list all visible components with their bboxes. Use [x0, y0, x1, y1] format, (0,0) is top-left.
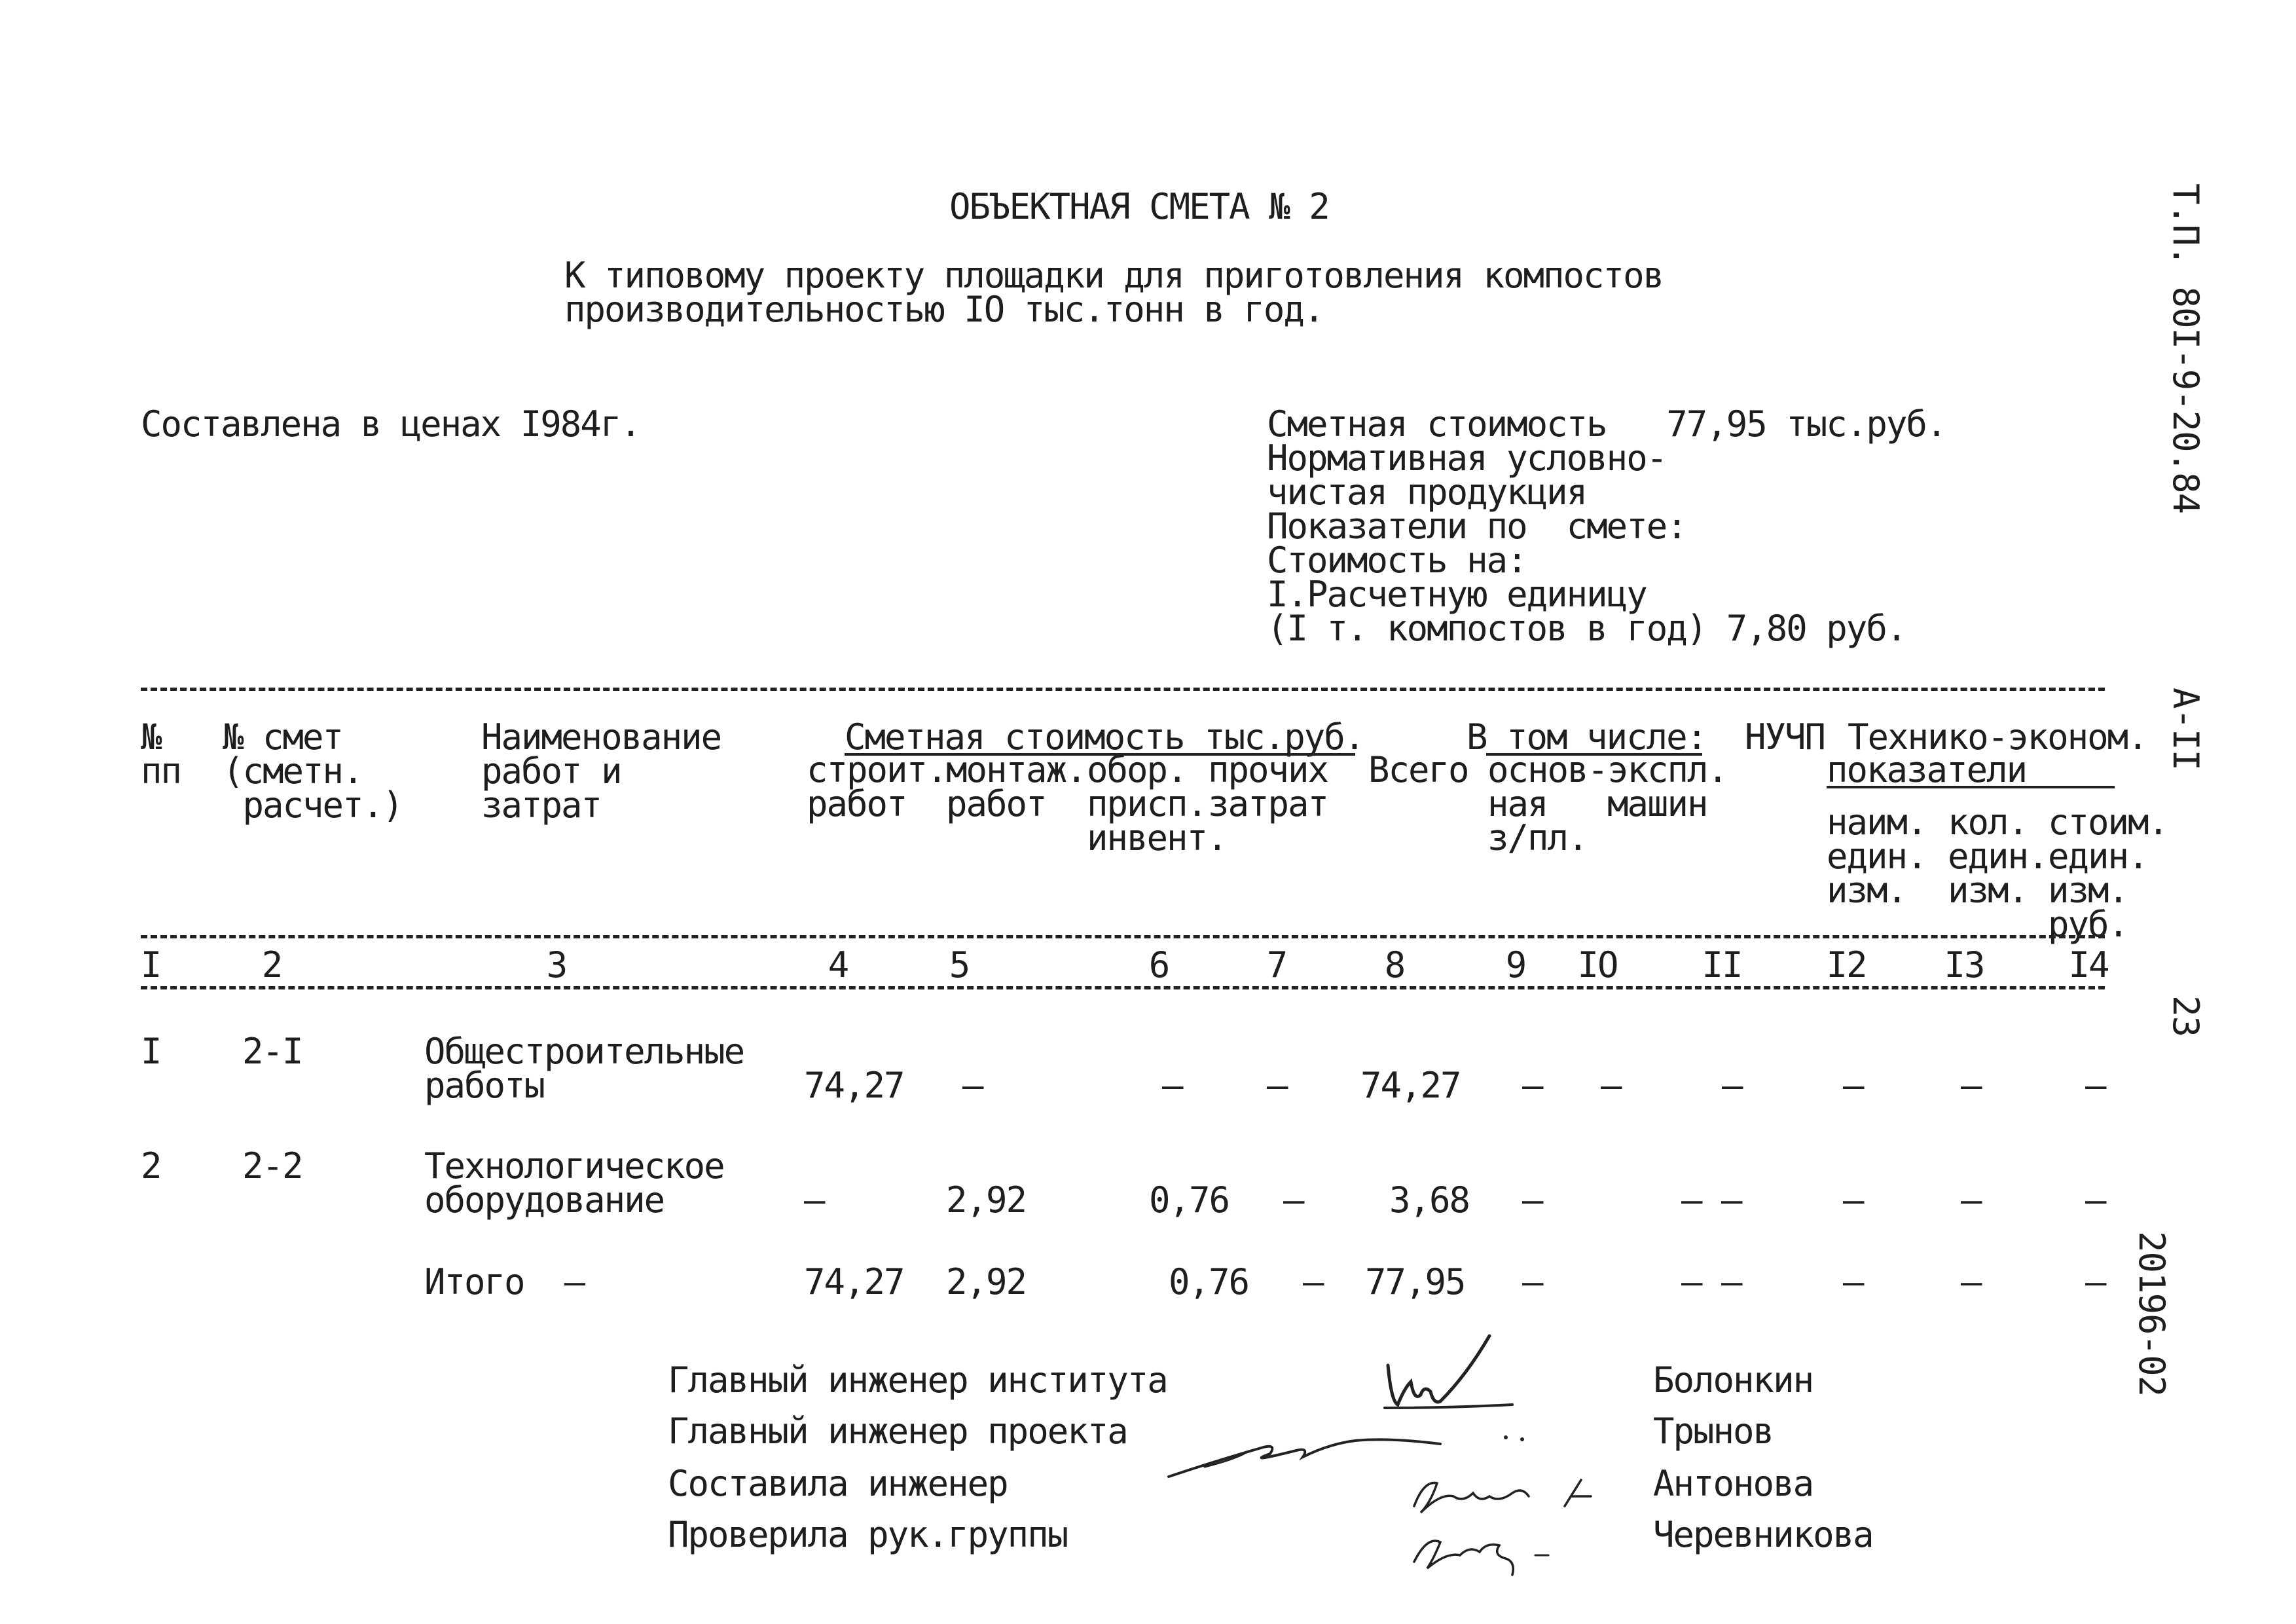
total-c7: – [1303, 1261, 1323, 1302]
colnum-11: II [1702, 944, 1742, 986]
header-incl-group: В том числе: [1467, 716, 1707, 758]
colnum-13: I3 [1944, 944, 1984, 986]
row1-c5: – [962, 1065, 983, 1106]
row1-c11: – [1722, 1065, 1742, 1106]
header-col13: кол. един. изм. [1948, 802, 2048, 911]
summary-estimated-cost: Сметная стоимость 77,95 тыс.руб. [1267, 403, 1946, 445]
header-col8: Всего [1368, 749, 1468, 790]
header-col9: основ- ная з/пл. [1487, 749, 1608, 858]
row2-c4: – [804, 1179, 824, 1221]
header-cost-group: Сметная стоимость тыс.руб. [845, 716, 1364, 758]
row1-c14: – [2085, 1065, 2105, 1106]
total-c12: – [1843, 1261, 1863, 1302]
handwritten-signature-4 [1408, 1516, 1578, 1581]
total-c8: 77,95 [1365, 1261, 1465, 1302]
signature-name-2: Трынов [1653, 1411, 1774, 1452]
total-c13: – [1961, 1261, 1981, 1302]
header-col14: стоим. един. изм. руб. [2048, 802, 2168, 945]
header-col6: обор. присп. инвент. [1087, 749, 1227, 858]
colnum-3: 3 [546, 944, 567, 986]
row1-name: Общестроительные работы [424, 1031, 744, 1106]
column-numbers-top-rule [141, 935, 2105, 938]
row1-c9: – [1522, 1065, 1542, 1106]
colnum-5: 5 [949, 944, 970, 986]
row2-c12: – [1843, 1179, 1863, 1221]
header-col7: прочих затрат [1208, 749, 1328, 824]
prices-note: Составлена в ценах I984г. [141, 403, 640, 445]
colnum-2: 2 [261, 944, 282, 986]
document-title: ОБЪЕКТНАЯ СМЕТА № 2 [949, 186, 1329, 227]
summary-unit-cost: (I т. компостов в год) 7,80 руб. [1267, 608, 1906, 649]
header-col3: Наименование работ и затрат [481, 716, 721, 826]
page-number: 23 [2165, 995, 2206, 1037]
colnum-7: 7 [1266, 944, 1287, 986]
signature-role-1: Главный инженер института [668, 1359, 1167, 1401]
tech-group-underline [1827, 786, 2115, 788]
signature-role-4: Проверила рук.группы [668, 1514, 1068, 1555]
project-code: Т.П. 80I-9-20.84 [2165, 183, 2206, 514]
row1-c6: – [1162, 1065, 1182, 1106]
row2-c7: – [1283, 1179, 1303, 1221]
table-top-rule [141, 688, 2105, 691]
signature-name-1: Болонкин [1653, 1359, 1813, 1401]
row2-no: 2 [141, 1145, 161, 1187]
signature-role-3: Составила инженер [668, 1463, 1008, 1504]
row1-c4: 74,27 [804, 1065, 904, 1106]
signature-name-4: Черевникова [1653, 1514, 1873, 1555]
colnum-1: I [140, 944, 161, 986]
row2-c6: 0,76 [1149, 1179, 1230, 1221]
row2-c9: – [1522, 1179, 1542, 1221]
total-c4: 74,27 [804, 1261, 904, 1302]
row2-c13: – [1961, 1179, 1981, 1221]
row2-name: Технологическое оборудование [424, 1145, 724, 1221]
signature-role-2: Главный инженер проекта [668, 1411, 1127, 1452]
row1-smeta: 2-I [242, 1031, 302, 1072]
summary-line2: Нормативная условно- [1267, 437, 1667, 479]
row2-c11: – – [1681, 1179, 1741, 1221]
colnum-14: I4 [2068, 944, 2109, 986]
header-col5: монтаж. работ [946, 749, 1086, 824]
header-tech-group: Технико-эконом. [1848, 716, 2147, 758]
colnum-8: 8 [1384, 944, 1405, 986]
row1-c10: – [1601, 1065, 1621, 1106]
colnum-12: I2 [1826, 944, 1867, 986]
row2-c14: – [2085, 1179, 2105, 1221]
row2-smeta: 2-2 [242, 1145, 302, 1187]
summary-line5: Стоимость на: [1267, 540, 1527, 581]
album-code: А-II [2165, 688, 2206, 771]
header-col11: НУЧП [1745, 716, 1825, 758]
colnum-10: IO [1577, 944, 1618, 986]
row2-c5: 2,92 [946, 1179, 1027, 1221]
inventory-number: 20196-02 [2131, 1231, 2172, 1397]
row1-c13: – [1961, 1065, 1981, 1106]
header-col1: № пп [141, 716, 181, 792]
total-c14: – [2085, 1261, 2105, 1302]
total-label: Итого – [424, 1261, 585, 1302]
total-c11: – – [1681, 1261, 1741, 1302]
header-col2: № смет (сметн. расчет.) [223, 716, 403, 826]
colnum-9: 9 [1505, 944, 1526, 986]
header-tech-group2: показатели [1827, 749, 2027, 790]
summary-line3: чистая продукция [1267, 471, 1587, 513]
summary-line4: Показатели по смете: [1267, 506, 1686, 547]
header-col4: строит. работ [807, 749, 947, 824]
colnum-4: 4 [828, 944, 848, 986]
row1-c12: – [1843, 1065, 1863, 1106]
row1-no: I [141, 1031, 161, 1072]
document-subtitle-line1: К типовому проекту площадки для приготовления компостов [564, 255, 1664, 296]
colnum-6: 6 [1148, 944, 1169, 986]
total-c6: 0,76 [1169, 1261, 1249, 1302]
total-c9: – [1522, 1261, 1542, 1302]
column-numbers-bottom-rule [141, 986, 2105, 989]
signature-name-3: Антонова [1653, 1463, 1813, 1504]
header-col10: экспл. машин [1607, 749, 1728, 824]
row1-c8: 74,27 [1360, 1065, 1461, 1106]
document-subtitle-line2: производительностью IO тыс.тонн в год. [564, 289, 1324, 330]
row2-c8: 3,68 [1389, 1179, 1470, 1221]
total-c5: 2,92 [946, 1261, 1027, 1302]
header-col12: наим. един. изм. [1827, 802, 1927, 911]
summary-line6: I.Расчетную единицу [1267, 574, 1647, 615]
row1-c7: – [1267, 1065, 1287, 1106]
